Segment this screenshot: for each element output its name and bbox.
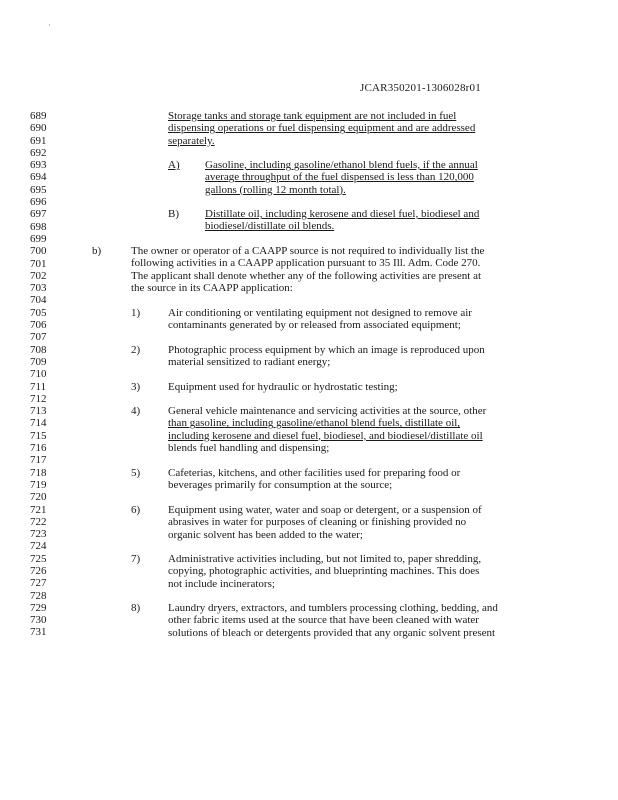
text-line: biodiesel/distillate oil blends. xyxy=(205,220,335,233)
line-number: 723 xyxy=(30,528,47,541)
item-1-label: 1) xyxy=(131,307,141,319)
item-1-text xyxy=(168,307,472,332)
item-2-label: 2) xyxy=(131,344,141,356)
text-line: separately. xyxy=(168,134,215,147)
line-number: 713 xyxy=(30,405,47,418)
line-number: 709 xyxy=(30,355,47,368)
item-8-text xyxy=(168,602,498,639)
line-number: 695 xyxy=(30,183,47,196)
section-b-label: b) xyxy=(92,245,102,257)
text-line: General vehicle maintenance and servicing activities at the source, other xyxy=(168,405,487,417)
text-line: Administrative activities including, but not limited to, paper shredding, xyxy=(168,553,482,565)
text-line: Cafeterias, kitchens, and other facilities used for preparing food or xyxy=(168,467,461,479)
line-number: 721 xyxy=(30,503,47,516)
line-number: 730 xyxy=(30,614,47,627)
text-line: organic solvent has been added to the water; xyxy=(168,528,363,541)
text-line: Photographic process equipment by which an image is reproduced upon xyxy=(168,344,485,356)
line-number: 699 xyxy=(30,232,47,245)
text-line: Laundry dryers, extractors, and tumblers processing clothing, bedding, and xyxy=(168,602,498,614)
line-number: 703 xyxy=(30,282,47,295)
item-b-text xyxy=(205,208,479,233)
line-number: 731 xyxy=(30,626,47,639)
text-line: dispensing operations or fuel dispensing equipment and are addressed xyxy=(168,122,476,135)
text-line: copying, photographic activities, and blueprinting machines. This does xyxy=(168,565,480,578)
text-line: Equipment using water, water and soap or detergent, or a suspension of xyxy=(168,504,482,516)
text-line: including kerosene and diesel fuel, biodiesel, and biodiesel/distillate oil xyxy=(168,429,483,442)
line-number: 705 xyxy=(30,306,47,319)
item-8-label: 8) xyxy=(131,602,141,614)
line-number: 693 xyxy=(30,159,47,172)
line-number: 691 xyxy=(30,134,47,147)
item-4-text xyxy=(168,405,486,454)
line-number: 694 xyxy=(30,171,47,184)
line-number: 689 xyxy=(30,110,47,122)
line-number: 720 xyxy=(30,491,47,504)
line-number: 708 xyxy=(30,343,47,356)
item-a-text xyxy=(205,159,478,196)
line-number: 714 xyxy=(30,417,47,430)
text-line: Gasoline, including gasoline/ethanol blend fuels, if the annual xyxy=(205,159,478,171)
line-number: 719 xyxy=(30,478,47,491)
text-line: gallons (rolling 12 month total). xyxy=(205,183,346,196)
scan-mark: · xyxy=(48,21,51,30)
text-line: Equipment used for hydraulic or hydrostatic testing; xyxy=(168,381,398,393)
text-line: Distillate oil, including kerosene and diesel fuel, biodiesel and xyxy=(205,208,480,220)
item-5-text xyxy=(168,467,460,492)
line-number: 707 xyxy=(30,331,47,344)
text-line: not include incinerators; xyxy=(168,577,275,590)
line-number: 728 xyxy=(30,589,47,602)
text-line: than gasoline, including gasoline/ethanol blend fuels, distillate oil, xyxy=(168,417,461,430)
line-number: 712 xyxy=(30,392,47,405)
text-line: contaminants generated by or released from associated equipment; xyxy=(168,319,461,332)
line-number: 697 xyxy=(30,208,47,221)
line-number: 704 xyxy=(30,294,47,307)
text-line: material sensitized to radiant energy; xyxy=(168,356,331,369)
text-line: The applicant shall denote whether any of the following activities are present at xyxy=(131,269,482,282)
line-number: 700 xyxy=(30,245,47,258)
text-line: abrasives in water for purposes of cleaning or finishing provided no xyxy=(168,516,467,529)
text-line: The owner or operator of a CAAPP source is not required to individually list the xyxy=(131,245,485,257)
item-4-label: 4) xyxy=(131,405,141,417)
item-3-text xyxy=(168,381,398,393)
text-line: Storage tanks and storage tank equipment are not included in fuel xyxy=(168,110,457,122)
text-line: following activities in a CAAPP application pursuant to 35 Ill. Adm. Code 270. xyxy=(131,257,481,270)
line-number: 698 xyxy=(30,220,47,233)
line-number: 690 xyxy=(30,122,47,135)
text-line: solutions of bleach or detergents provided that any organic solvent present xyxy=(168,626,496,639)
text-line: blends fuel handling and dispensing; xyxy=(168,441,330,454)
line-number: 702 xyxy=(30,269,47,282)
item-b-label: B) xyxy=(168,208,179,220)
line-number: 724 xyxy=(30,540,47,553)
line-number: 711 xyxy=(30,380,47,393)
item-2-text xyxy=(168,344,485,369)
line-number: 717 xyxy=(30,454,47,467)
line-number: 710 xyxy=(30,368,47,381)
line-number: 722 xyxy=(30,515,47,528)
item-3-label: 3) xyxy=(131,381,141,393)
line-number: 706 xyxy=(30,319,47,332)
line-numbers xyxy=(30,110,70,639)
item-5-label: 5) xyxy=(131,467,141,479)
line-number: 725 xyxy=(30,552,47,565)
item-6-text xyxy=(168,504,482,541)
item-7-label: 7) xyxy=(131,553,141,565)
text-line: average throughput of the fuel dispensed is less than 120,000 xyxy=(205,171,474,184)
document-id: JCAR350201-1306028r01 xyxy=(360,82,481,94)
item-7-text xyxy=(168,553,481,590)
text-line: the source in its CAAPP application: xyxy=(131,281,293,294)
line-number: 718 xyxy=(30,466,47,479)
line-number: 692 xyxy=(30,146,47,159)
intro-paragraph xyxy=(168,110,475,147)
item-a-label: A) xyxy=(168,159,180,171)
line-number: 727 xyxy=(30,577,47,590)
line-number: 726 xyxy=(30,564,47,577)
text-line: Air conditioning or ventilating equipment not designed to remove air xyxy=(168,307,472,319)
text-line: beverages primarily for consumption at the source; xyxy=(168,479,393,492)
line-number: 729 xyxy=(30,601,47,614)
line-number: 716 xyxy=(30,442,47,455)
line-number: 696 xyxy=(30,196,47,209)
section-b-text xyxy=(131,245,484,294)
line-number: 701 xyxy=(30,257,47,270)
item-6-label: 6) xyxy=(131,504,141,516)
line-number: 715 xyxy=(30,429,47,442)
text-line: other fabric items used at the source that have been cleaned with water xyxy=(168,614,479,627)
